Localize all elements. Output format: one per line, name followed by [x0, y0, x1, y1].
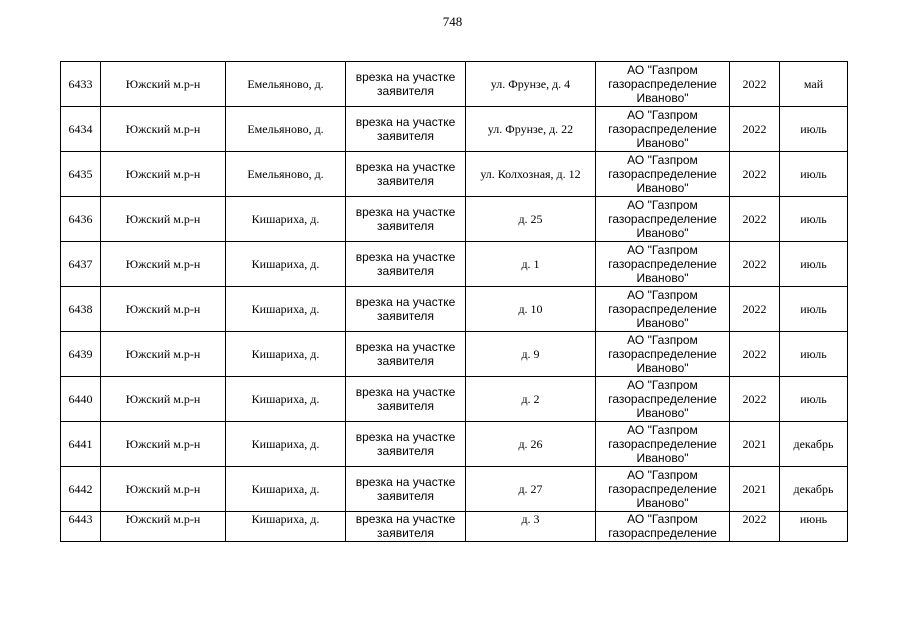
cell-district	[101, 377, 226, 422]
cell-text-month: декабрь	[793, 437, 834, 451]
cell-year	[730, 512, 780, 542]
cell-text-work-line2: заявителя	[377, 309, 434, 323]
cell-text-work-line1: врезка на участке	[355, 115, 456, 129]
cell-text-org-line1: АО "Газпром	[627, 198, 698, 212]
cell-text-org-line1: АО "Газпром	[627, 468, 698, 482]
cell-text-district: Южский м.р-н	[125, 512, 201, 526]
cell-text-org-line2: газораспределение	[608, 257, 717, 271]
cell-settlement	[226, 467, 346, 512]
cell-year	[730, 467, 780, 512]
cell-number	[61, 152, 101, 197]
cell-district	[101, 287, 226, 332]
cell-text-address: ул. Фрунзе, д. 4	[490, 77, 571, 91]
cell-number	[61, 512, 101, 542]
cell-text-num: 6443	[68, 512, 93, 526]
cell-text-year: 2021	[742, 437, 767, 451]
cell-text-work-line1: врезка на участке	[355, 250, 456, 264]
cell-text-settlement: Кишариха, д.	[251, 347, 320, 361]
cell-text-org-line2: газораспределение	[608, 167, 717, 181]
cell-month	[780, 377, 848, 422]
cell-text-settlement: Кишариха, д.	[251, 392, 320, 406]
cell-text-org-line3: Иваново"	[636, 361, 689, 375]
cell-text-district: Южский м.р-н	[125, 392, 201, 406]
cell-organization	[596, 287, 730, 332]
cell-text-org-line2: газораспределение	[608, 392, 717, 406]
cell-settlement	[226, 242, 346, 287]
cell-work-type	[346, 332, 466, 377]
cell-month	[780, 332, 848, 377]
cell-number	[61, 332, 101, 377]
cell-address	[466, 242, 596, 287]
cell-text-work-line2: заявителя	[377, 84, 434, 98]
cell-settlement	[226, 332, 346, 377]
table-row	[61, 467, 848, 512]
cell-text-work-line2: заявителя	[377, 399, 434, 413]
cell-text-work-line1: врезка на участке	[355, 385, 456, 399]
cell-text-address: д. 10	[518, 302, 543, 316]
cell-work-type	[346, 242, 466, 287]
cell-organization	[596, 332, 730, 377]
cell-month	[780, 422, 848, 467]
table-row	[61, 152, 848, 197]
cell-text-work-line2: заявителя	[377, 354, 434, 368]
cell-text-work-line2: заявителя	[377, 444, 434, 458]
cell-organization	[596, 152, 730, 197]
cell-district	[101, 332, 226, 377]
cell-district	[101, 242, 226, 287]
page-number: 748	[442, 14, 463, 29]
cell-text-work-line1: врезка на участке	[355, 512, 456, 526]
cell-text-work-line2: заявителя	[377, 174, 434, 188]
cell-text-district: Южский м.р-н	[125, 347, 201, 361]
cell-organization	[596, 467, 730, 512]
cell-settlement	[226, 377, 346, 422]
cell-text-org-line3: Иваново"	[636, 271, 689, 285]
cell-number	[61, 377, 101, 422]
cell-work-type	[346, 512, 466, 542]
table-row	[61, 197, 848, 242]
cell-text-org-line1: АО "Газпром	[627, 423, 698, 437]
cell-text-org-line3: Иваново"	[636, 406, 689, 420]
cell-month	[780, 197, 848, 242]
cell-work-type	[346, 287, 466, 332]
cell-text-work-line1: врезка на участке	[355, 70, 456, 84]
cell-text-settlement: Кишариха, д.	[251, 302, 320, 316]
cell-work-type	[346, 377, 466, 422]
cell-text-org-line3: Иваново"	[636, 496, 689, 510]
cell-year	[730, 377, 780, 422]
cell-year	[730, 332, 780, 377]
cell-text-year: 2022	[742, 77, 767, 91]
cell-settlement	[226, 152, 346, 197]
cell-settlement	[226, 197, 346, 242]
cell-text-year: 2022	[742, 212, 767, 226]
cell-text-num: 6435	[68, 167, 93, 181]
cell-text-work-line1: врезка на участке	[355, 295, 456, 309]
cell-number	[61, 107, 101, 152]
cell-district	[101, 62, 226, 107]
cell-text-month: декабрь	[793, 482, 834, 496]
cell-text-org-line3: Иваново"	[636, 136, 689, 150]
cell-text-address: д. 25	[518, 212, 543, 226]
cell-text-address: д. 2	[521, 392, 540, 406]
cell-work-type	[346, 62, 466, 107]
cell-text-month: июль	[800, 302, 827, 316]
table-row	[61, 287, 848, 332]
cell-settlement	[226, 512, 346, 542]
cell-text-settlement: Кишариха, д.	[251, 257, 320, 271]
cell-text-work-line1: врезка на участке	[355, 340, 456, 354]
cell-text-district: Южский м.р-н	[125, 122, 201, 136]
cell-month	[780, 62, 848, 107]
cell-text-num: 6442	[68, 482, 93, 496]
cell-text-org-line1: АО "Газпром	[627, 333, 698, 347]
cell-month	[780, 467, 848, 512]
cell-address	[466, 287, 596, 332]
table-row	[61, 512, 848, 542]
cell-text-num: 6441	[68, 437, 93, 451]
cell-address	[466, 107, 596, 152]
cell-text-num: 6433	[68, 77, 93, 91]
cell-text-district: Южский м.р-н	[125, 167, 201, 181]
cell-text-year: 2022	[742, 347, 767, 361]
cell-text-year: 2022	[742, 302, 767, 316]
cell-year	[730, 152, 780, 197]
cell-text-num: 6438	[68, 302, 93, 316]
cell-text-district: Южский м.р-н	[125, 437, 201, 451]
cell-text-month: июнь	[799, 512, 828, 526]
cell-year	[730, 197, 780, 242]
cell-text-org-line3: Иваново"	[636, 451, 689, 465]
cell-month	[780, 287, 848, 332]
cell-work-type	[346, 197, 466, 242]
cell-month	[780, 152, 848, 197]
cell-text-address: д. 1	[521, 257, 540, 271]
cell-text-org-line2: газораспределение	[608, 212, 717, 226]
cell-text-org-line1: АО "Газпром	[627, 153, 698, 167]
table-row	[61, 377, 848, 422]
cell-number	[61, 197, 101, 242]
cell-settlement	[226, 107, 346, 152]
cell-month	[780, 242, 848, 287]
cell-text-address: ул. Фрунзе, д. 22	[487, 122, 574, 136]
table-body	[61, 62, 848, 542]
cell-text-month: июль	[800, 212, 827, 226]
cell-text-work-line2: заявителя	[377, 219, 434, 233]
cell-year	[730, 422, 780, 467]
cell-text-address: д. 27	[518, 482, 543, 496]
cell-text-org-line3: Иваново"	[636, 316, 689, 330]
cell-settlement	[226, 422, 346, 467]
cell-address	[466, 332, 596, 377]
cell-work-type	[346, 422, 466, 467]
cell-organization	[596, 422, 730, 467]
cell-address	[466, 512, 596, 542]
cell-text-org-line1: АО "Газпром	[627, 243, 698, 257]
cell-year	[730, 107, 780, 152]
cell-text-work-line2: заявителя	[377, 489, 434, 503]
cell-address	[466, 422, 596, 467]
cell-text-org-line1: АО "Газпром	[627, 288, 698, 302]
cell-text-org-line2: газораспределение	[608, 437, 717, 451]
cell-organization	[596, 512, 730, 542]
cell-text-year: 2022	[742, 257, 767, 271]
cell-district	[101, 197, 226, 242]
cell-year	[730, 287, 780, 332]
cell-text-org-line2: газораспределение	[608, 77, 717, 91]
cell-text-num: 6437	[68, 257, 93, 271]
cell-text-settlement: Кишариха, д.	[251, 437, 320, 451]
cell-text-district: Южский м.р-н	[125, 482, 201, 496]
cell-text-num: 6439	[68, 347, 93, 361]
cell-month	[780, 512, 848, 542]
cell-number	[61, 62, 101, 107]
cell-number	[61, 467, 101, 512]
cell-organization	[596, 242, 730, 287]
cell-text-org-line1: АО "Газпром	[627, 63, 698, 77]
cell-text-org-line3: Иваново"	[636, 226, 689, 240]
cell-text-work-line2: заявителя	[377, 526, 434, 540]
cell-text-settlement: Емельяново, д.	[247, 77, 324, 91]
cell-text-month: июль	[800, 392, 827, 406]
cell-district	[101, 422, 226, 467]
cell-text-month: июль	[800, 167, 827, 181]
cell-text-district: Южский м.р-н	[125, 212, 201, 226]
cell-text-settlement: Кишариха, д.	[251, 212, 320, 226]
cell-text-month: май	[803, 77, 824, 91]
cell-text-num: 6440	[68, 392, 93, 406]
cell-text-org-line1: АО "Газпром	[627, 108, 698, 122]
cell-text-year: 2022	[742, 392, 767, 406]
cell-text-district: Южский м.р-н	[125, 257, 201, 271]
cell-text-year: 2021	[742, 482, 767, 496]
cell-district	[101, 152, 226, 197]
cell-organization	[596, 107, 730, 152]
cell-district	[101, 107, 226, 152]
cell-address	[466, 62, 596, 107]
cell-district	[101, 467, 226, 512]
cell-text-org-line1: АО "Газпром	[627, 378, 698, 392]
cell-text-year: 2022	[742, 512, 767, 526]
cell-number	[61, 422, 101, 467]
cell-text-org-line2: газораспределение	[608, 302, 717, 316]
cell-year	[730, 62, 780, 107]
cell-text-settlement: Кишариха, д.	[251, 512, 320, 526]
cell-work-type	[346, 467, 466, 512]
cell-text-month: июль	[800, 122, 827, 136]
cell-organization	[596, 377, 730, 422]
table-row	[61, 107, 848, 152]
table-row	[61, 242, 848, 287]
cell-address	[466, 197, 596, 242]
cell-text-work-line1: врезка на участке	[355, 475, 456, 489]
cell-number	[61, 287, 101, 332]
cell-text-work-line2: заявителя	[377, 264, 434, 278]
cell-text-month: июль	[800, 257, 827, 271]
cell-organization	[596, 62, 730, 107]
cell-text-district: Южский м.р-н	[125, 77, 201, 91]
cell-text-settlement: Емельяново, д.	[247, 167, 324, 181]
cell-text-address: д. 3	[521, 512, 540, 526]
cell-text-org-line2: газораспределение	[608, 482, 717, 496]
cell-settlement	[226, 287, 346, 332]
cell-organization	[596, 197, 730, 242]
cell-text-org-line3: Иваново"	[636, 181, 689, 195]
cell-text-num: 6436	[68, 212, 93, 226]
table-row	[61, 62, 848, 107]
cell-text-org-line2: газораспределение	[608, 347, 717, 361]
cell-text-settlement: Емельяново, д.	[247, 122, 324, 136]
cell-address	[466, 377, 596, 422]
cell-text-address: д. 26	[518, 437, 543, 451]
cell-text-work-line2: заявителя	[377, 129, 434, 143]
table-row	[61, 422, 848, 467]
cell-work-type	[346, 152, 466, 197]
cell-text-month: июль	[800, 347, 827, 361]
cell-district	[101, 512, 226, 542]
cell-number	[61, 242, 101, 287]
cell-text-org-line2: газораспределение	[608, 122, 717, 136]
cell-text-work-line1: врезка на участке	[355, 205, 456, 219]
cell-work-type	[346, 107, 466, 152]
cell-address	[466, 152, 596, 197]
cell-text-num: 6434	[68, 122, 93, 136]
gasification-table	[60, 61, 848, 542]
cell-text-work-line1: врезка на участке	[355, 160, 456, 174]
cell-text-org-line1: АО "Газпром	[627, 512, 698, 526]
cell-address	[466, 467, 596, 512]
cell-text-address: д. 9	[521, 347, 540, 361]
table-row	[61, 332, 848, 377]
cell-text-work-line1: врезка на участке	[355, 430, 456, 444]
cell-year	[730, 242, 780, 287]
cell-text-settlement: Кишариха, д.	[251, 482, 320, 496]
cell-text-address: ул. Колхозная, д. 12	[480, 167, 581, 181]
cell-text-org-line3: Иваново"	[636, 91, 689, 105]
cell-month	[780, 107, 848, 152]
cell-text-year: 2022	[742, 122, 767, 136]
cell-text-org-line2: газораспределение	[608, 526, 717, 540]
cell-text-year: 2022	[742, 167, 767, 181]
cell-text-district: Южский м.р-н	[125, 302, 201, 316]
cell-settlement	[226, 62, 346, 107]
